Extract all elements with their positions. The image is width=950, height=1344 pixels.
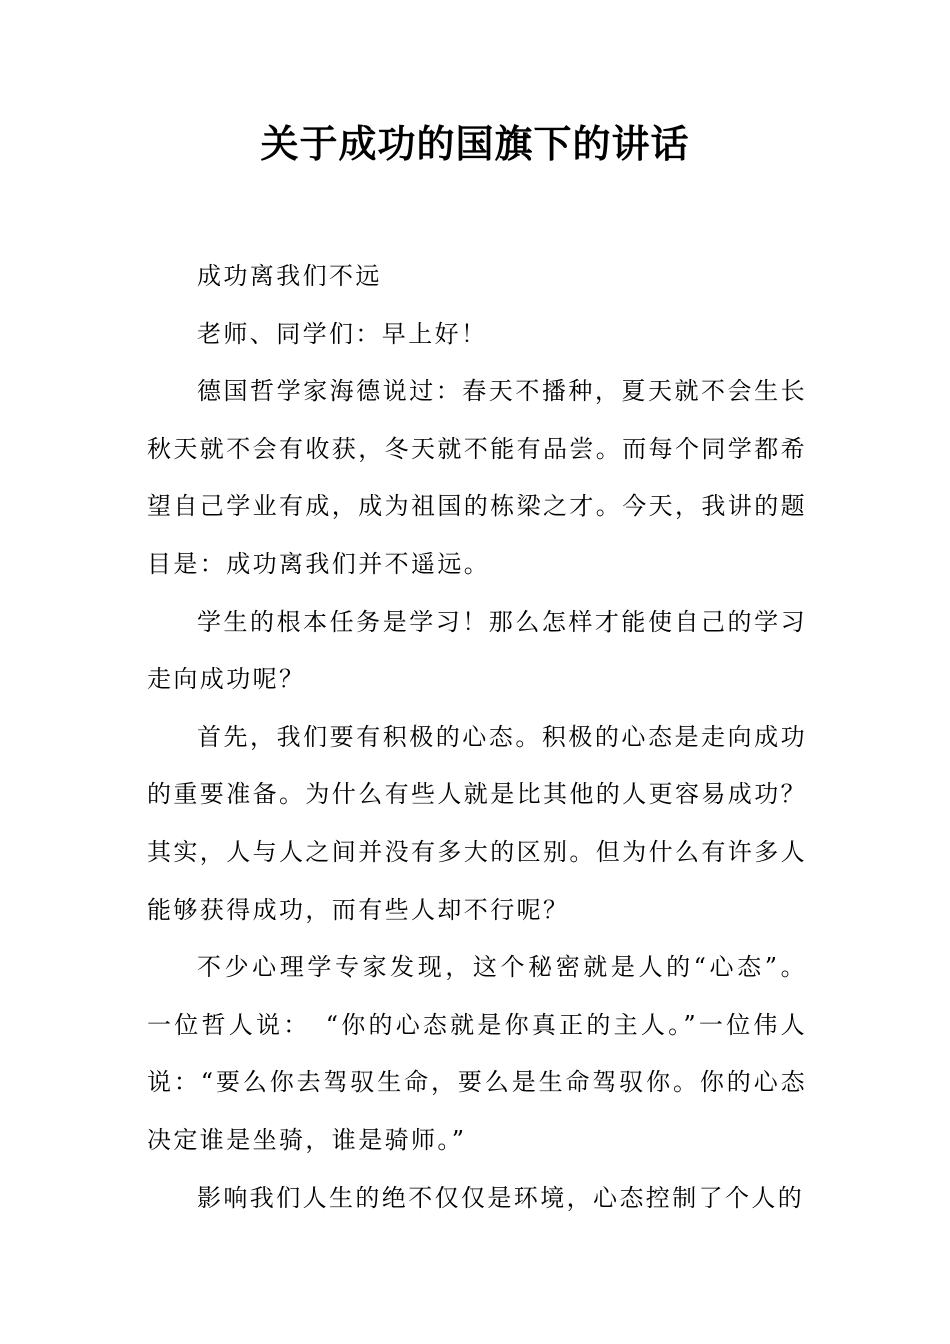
paragraph-greeting: 老师、同学们：早上好！ (197, 319, 488, 348)
document-body (147, 248, 807, 1227)
document-title: 关于成功的国旗下的讲话 (260, 122, 690, 166)
paragraph: 首先，我们要有积极的心态。积极的心态是走向成功的重要准备。为什么有些人就是比其他的人更容易成功？其实，人与人之间并没有多大的区别。但为什么有许多人能够获得成功，而有些人却不行呢？ (147, 722, 807, 924)
paragraph: 德国哲学家海德说过：春天不播种，夏天就不会生长秋天就不会有收获，冬天就不能有品尝。而每个同学都希望自己学业有成，成为祖国的栋梁之才。今天，我讲的题目是：成功离我们并不遥远。 (147, 377, 807, 578)
paragraph: 学生的根本任务是学习！那么怎样才能使自己的学习走向成功呢？ (147, 607, 807, 694)
paragraph-subtitle: 成功离我们不远 (197, 262, 382, 290)
paragraph: 不少心理学专家发现，这个秘密就是人的“心态”。一位哲人说： “你的心态就是你真正的主人。”一位伟人说：“要么你去驾驭生命，要么是生命驾驭你。你的心态决定谁是坐骑，谁是骑师。” (147, 953, 807, 1154)
paragraph: 影响我们人生的绝不仅仅是环境，心态控制了个人的 (197, 1183, 805, 1212)
